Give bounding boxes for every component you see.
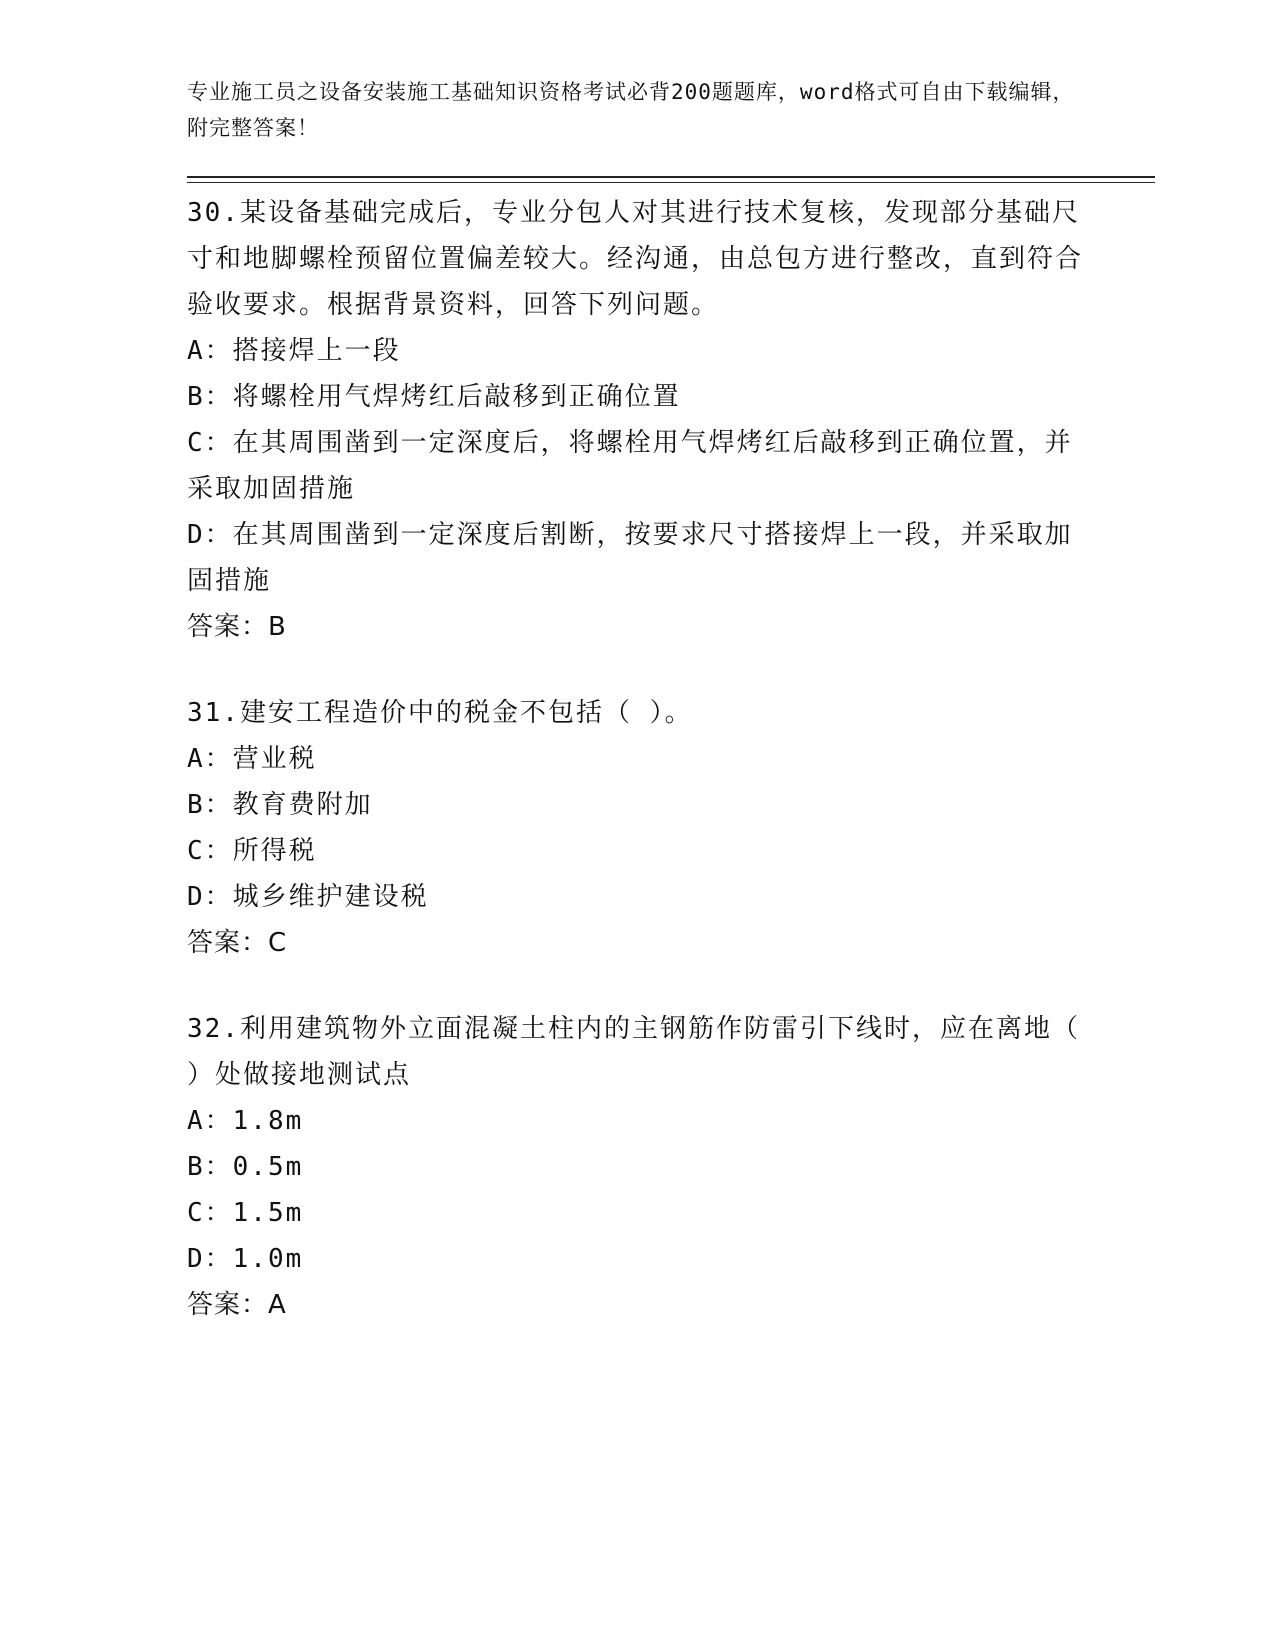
option-b: B：将螺栓用气焊烤红后敲移到正确位置 bbox=[187, 382, 681, 412]
option-a: A：1.8m bbox=[187, 1106, 304, 1136]
option-b: B：0.5m bbox=[187, 1152, 304, 1182]
question-stem: 30.某设备基础完成后，专业分包人对其进行技术复核，发现部分基础尺寸和地脚螺栓预留位置偏差较大。经沟通，由总包方进行整改，直到符合验收要求。根据背景资料，回答下列问题。 bbox=[187, 198, 1084, 320]
header-divider-thin bbox=[187, 182, 1155, 183]
option-d: D：1.0m bbox=[187, 1244, 304, 1274]
question-list bbox=[187, 190, 1087, 1368]
option-a: A：营业税 bbox=[187, 744, 317, 774]
header-divider-thick bbox=[187, 176, 1155, 178]
question-stem: 32.利用建筑物外立面混凝土柱内的主钢筋作防雷引下线时，应在离地（ ）处做接地测试点 bbox=[187, 1014, 1080, 1090]
answer: 答案：B bbox=[187, 612, 287, 642]
option-d: D：城乡维护建设税 bbox=[187, 882, 429, 912]
option-a: A：搭接焊上一段 bbox=[187, 336, 401, 366]
option-b: B：教育费附加 bbox=[187, 790, 373, 820]
option-c: C：1.5m bbox=[187, 1198, 304, 1228]
answer: 答案：A bbox=[187, 1290, 287, 1320]
question-32 bbox=[187, 1006, 1087, 1328]
question-stem: 31.建安工程造价中的税金不包括（ ）。 bbox=[187, 698, 693, 728]
question-30 bbox=[187, 190, 1087, 650]
answer: 答案：C bbox=[187, 928, 288, 958]
document-header: 专业施工员之设备安装施工基础知识资格考试必背200题题库，word格式可自由下载编辑，附完整答案！ bbox=[187, 80, 1075, 140]
option-d: D：在其周围凿到一定深度后割断，按要求尺寸搭接焊上一段，并采取加固措施 bbox=[187, 520, 1073, 596]
option-c: C：在其周围凿到一定深度后，将螺栓用气焊烤红后敲移到正确位置，并采取加固措施 bbox=[187, 428, 1073, 504]
question-31 bbox=[187, 690, 1087, 966]
option-c: C：所得税 bbox=[187, 836, 317, 866]
